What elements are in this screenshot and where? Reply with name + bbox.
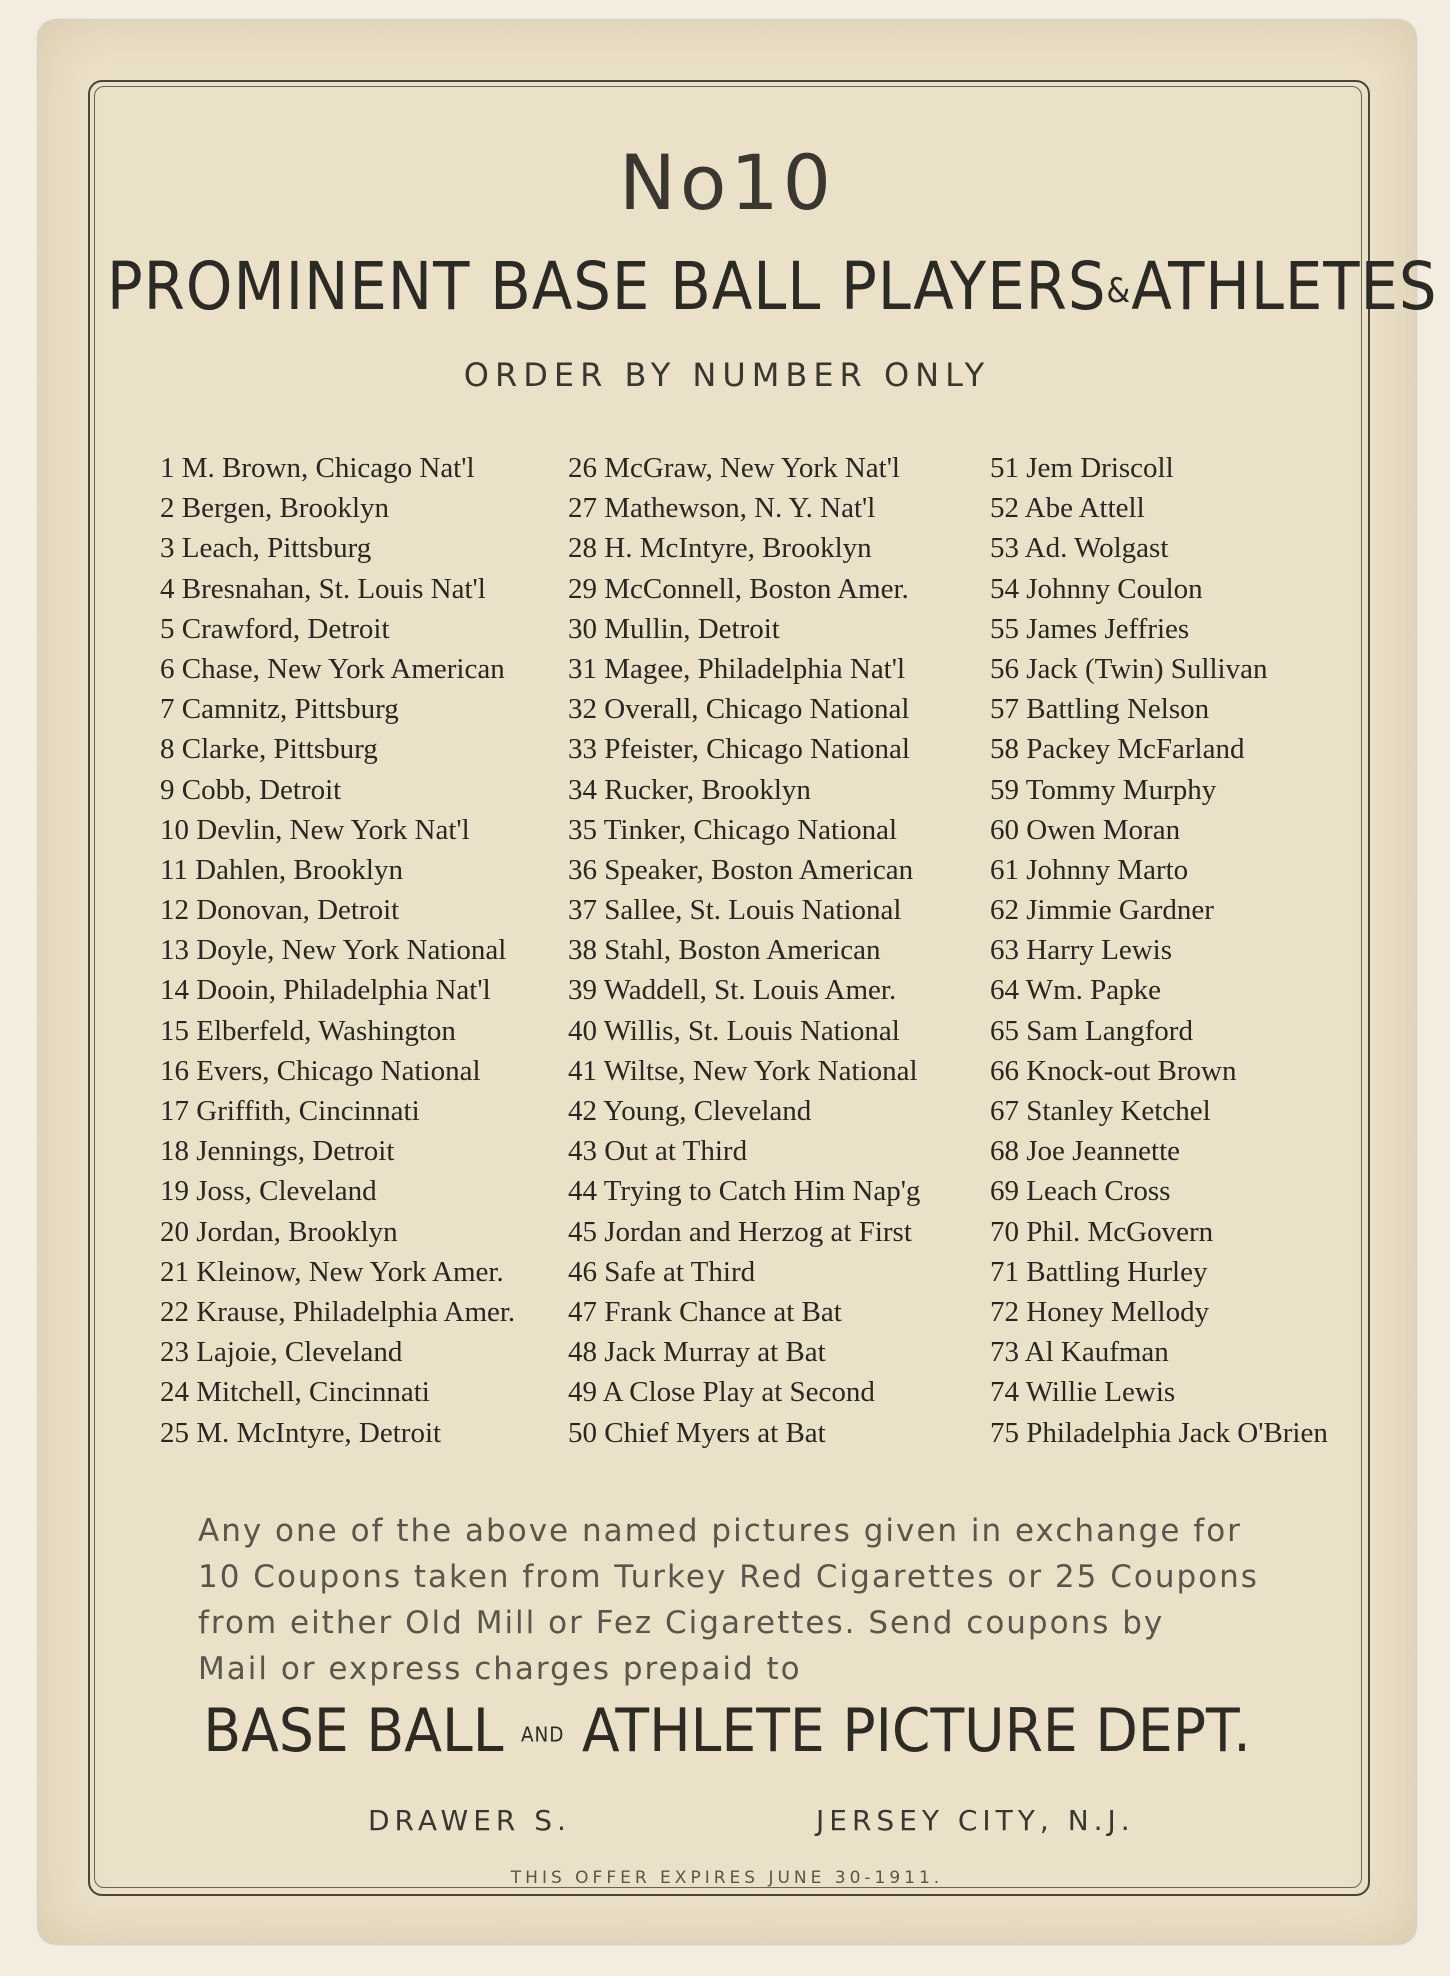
offer-line: 10 Coupons taken from Turkey Red Cigarettes or 25 Coupons <box>198 1559 1259 1595</box>
list-item: 5 Crawford, Detroit <box>160 612 390 645</box>
player-list-column-2 <box>568 448 920 1453</box>
list-item: 11 Dahlen, Brooklyn <box>160 853 403 886</box>
list-item: 16 Evers, Chicago National <box>160 1054 481 1087</box>
order-instruction: ORDER BY NUMBER ONLY <box>463 356 991 394</box>
list-item: 12 Donovan, Detroit <box>160 894 400 927</box>
list-item: 55 James Jeffries <box>990 612 1190 645</box>
list-item: 47 Frank Chance at Bat <box>568 1295 842 1328</box>
list-item: 45 Jordan and Herzog at First <box>568 1215 912 1248</box>
list-item: 35 Tinker, Chicago National <box>568 813 898 846</box>
list-item: 56 Jack (Twin) Sullivan <box>990 652 1268 685</box>
player-list-column-1 <box>160 448 515 1453</box>
list-item: 36 Speaker, Boston American <box>568 853 914 886</box>
list-item: 75 Philadelphia Jack O'Brien <box>990 1416 1328 1449</box>
list-item: 32 Overall, Chicago National <box>568 693 910 726</box>
list-item: 34 Rucker, Brooklyn <box>568 773 811 806</box>
title-part2: ATHLETES <box>1131 248 1438 325</box>
list-item: 51 Jem Driscoll <box>990 452 1174 484</box>
list-item: 4 Bresnahan, St. Louis Nat'l <box>160 572 486 605</box>
list-item: 6 Chase, New York American <box>160 652 505 685</box>
list-item: 67 Stanley Ketchel <box>990 1095 1211 1127</box>
list-item: 25 M. McIntyre, Detroit <box>160 1416 442 1449</box>
list-item: 61 Johnny Marto <box>990 853 1189 886</box>
list-item: 28 H. McIntyre, Brooklyn <box>568 532 872 565</box>
list-item: 1 M. Brown, Chicago Nat'l <box>160 452 475 484</box>
list-item: 8 Clarke, Pittsburg <box>160 733 378 766</box>
list-item: 24 Mitchell, Cincinnati <box>160 1376 430 1409</box>
list-item: 18 Jennings, Detroit <box>160 1135 395 1168</box>
list-item: 26 McGraw, New York Nat'l <box>568 452 900 484</box>
list-item: 72 Honey Mellody <box>990 1295 1210 1328</box>
list-item: 38 Stahl, Boston American <box>568 934 881 967</box>
list-item: 19 Joss, Cleveland <box>160 1175 377 1208</box>
list-item: 54 Johnny Coulon <box>990 572 1203 605</box>
list-item: 33 Pfeister, Chicago National <box>568 733 910 766</box>
dept-and: AND <box>521 1722 565 1747</box>
list-item: 65 Sam Langford <box>990 1014 1193 1047</box>
list-item: 70 Phil. McGovern <box>990 1215 1214 1248</box>
list-item: 39 Waddell, St. Louis Amer. <box>568 974 897 1007</box>
list-item: 74 Willie Lewis <box>990 1376 1176 1409</box>
list-item: 7 Camnitz, Pittsburg <box>160 693 399 726</box>
offer-text <box>198 1508 1348 1692</box>
list-item: 69 Leach Cross <box>990 1175 1171 1208</box>
list-item: 30 Mullin, Detroit <box>568 612 780 645</box>
list-item: 14 Dooin, Philadelphia Nat'l <box>160 974 491 1007</box>
list-item: 66 Knock-out Brown <box>990 1054 1237 1087</box>
drawer-address: DRAWER S. <box>368 1804 571 1837</box>
list-item: 48 Jack Murray at Bat <box>568 1336 826 1369</box>
list-item: 10 Devlin, New York Nat'l <box>160 813 470 846</box>
offer-expiry: THIS OFFER EXPIRES JUNE 30-1911. <box>510 1868 944 1888</box>
list-item: 20 Jordan, Brooklyn <box>160 1215 398 1248</box>
city-address: JERSEY CITY, N.J. <box>816 1804 1135 1837</box>
list-item: 62 Jimmie Gardner <box>990 894 1214 927</box>
list-item: 13 Doyle, New York National <box>160 934 507 967</box>
list-item: 42 Young, Cleveland <box>568 1095 812 1127</box>
offer-line: Mail or express charges prepaid to <box>198 1651 802 1687</box>
list-item: 31 Magee, Philadelphia Nat'l <box>568 652 906 685</box>
list-item: 58 Packey McFarland <box>990 733 1245 766</box>
list-item: 15 Elberfeld, Washington <box>160 1014 456 1047</box>
list-item: 71 Battling Hurley <box>990 1255 1208 1288</box>
title-part1: PROMINENT BASE BALL PLAYERS <box>106 248 1107 325</box>
list-item: 49 A Close Play at Second <box>568 1376 875 1409</box>
list-item: 44 Trying to Catch Him Nap'g <box>568 1175 921 1208</box>
list-item: 2 Bergen, Brooklyn <box>160 492 390 525</box>
list-item: 59 Tommy Murphy <box>990 773 1217 806</box>
list-item: 23 Lajoie, Cleveland <box>160 1336 403 1369</box>
list-item: 22 Krause, Philadelphia Amer. <box>160 1295 516 1328</box>
list-item: 9 Cobb, Detroit <box>160 773 342 806</box>
player-list-column-3 <box>990 448 1328 1453</box>
list-item: 52 Abe Attell <box>990 492 1145 525</box>
dept-part1: BASE BALL <box>203 1696 504 1766</box>
list-item: 64 Wm. Papke <box>990 974 1162 1007</box>
list-item: 29 McConnell, Boston Amer. <box>568 572 909 605</box>
list-item: 63 Harry Lewis <box>990 934 1173 967</box>
list-item: 60 Owen Moran <box>990 813 1181 846</box>
list-item: 27 Mathewson, N. Y. Nat'l <box>568 492 876 525</box>
title-ampersand: & <box>1106 270 1132 311</box>
card-back <box>38 20 1438 1944</box>
list-item: 21 Kleinow, New York Amer. <box>160 1255 504 1288</box>
series-number: No10 <box>618 138 836 227</box>
list-item: 3 Leach, Pittsburg <box>160 532 372 565</box>
list-item: 41 Wiltse, New York National <box>568 1054 918 1087</box>
offer-line: Any one of the above named pictures given in exchange for <box>198 1513 1242 1549</box>
list-item: 43 Out at Third <box>568 1135 748 1168</box>
list-item: 40 Willis, St. Louis National <box>568 1014 900 1047</box>
offer-line: from either Old Mill or Fez Cigarettes. Send coupons by <box>198 1605 1165 1641</box>
list-item: 57 Battling Nelson <box>990 693 1210 726</box>
department-name <box>93 1696 1361 1766</box>
list-item: 17 Griffith, Cincinnati <box>160 1095 420 1127</box>
list-item: 50 Chief Myers at Bat <box>568 1416 826 1449</box>
list-item: 37 Sallee, St. Louis National <box>568 894 902 927</box>
dept-part2: ATHLETE PICTURE DEPT. <box>581 1696 1251 1766</box>
list-item: 73 Al Kaufman <box>990 1336 1169 1369</box>
card-title <box>106 248 1438 325</box>
list-item: 68 Joe Jeannette <box>990 1135 1181 1168</box>
list-item: 46 Safe at Third <box>568 1255 756 1288</box>
list-item: 53 Ad. Wolgast <box>990 532 1169 565</box>
